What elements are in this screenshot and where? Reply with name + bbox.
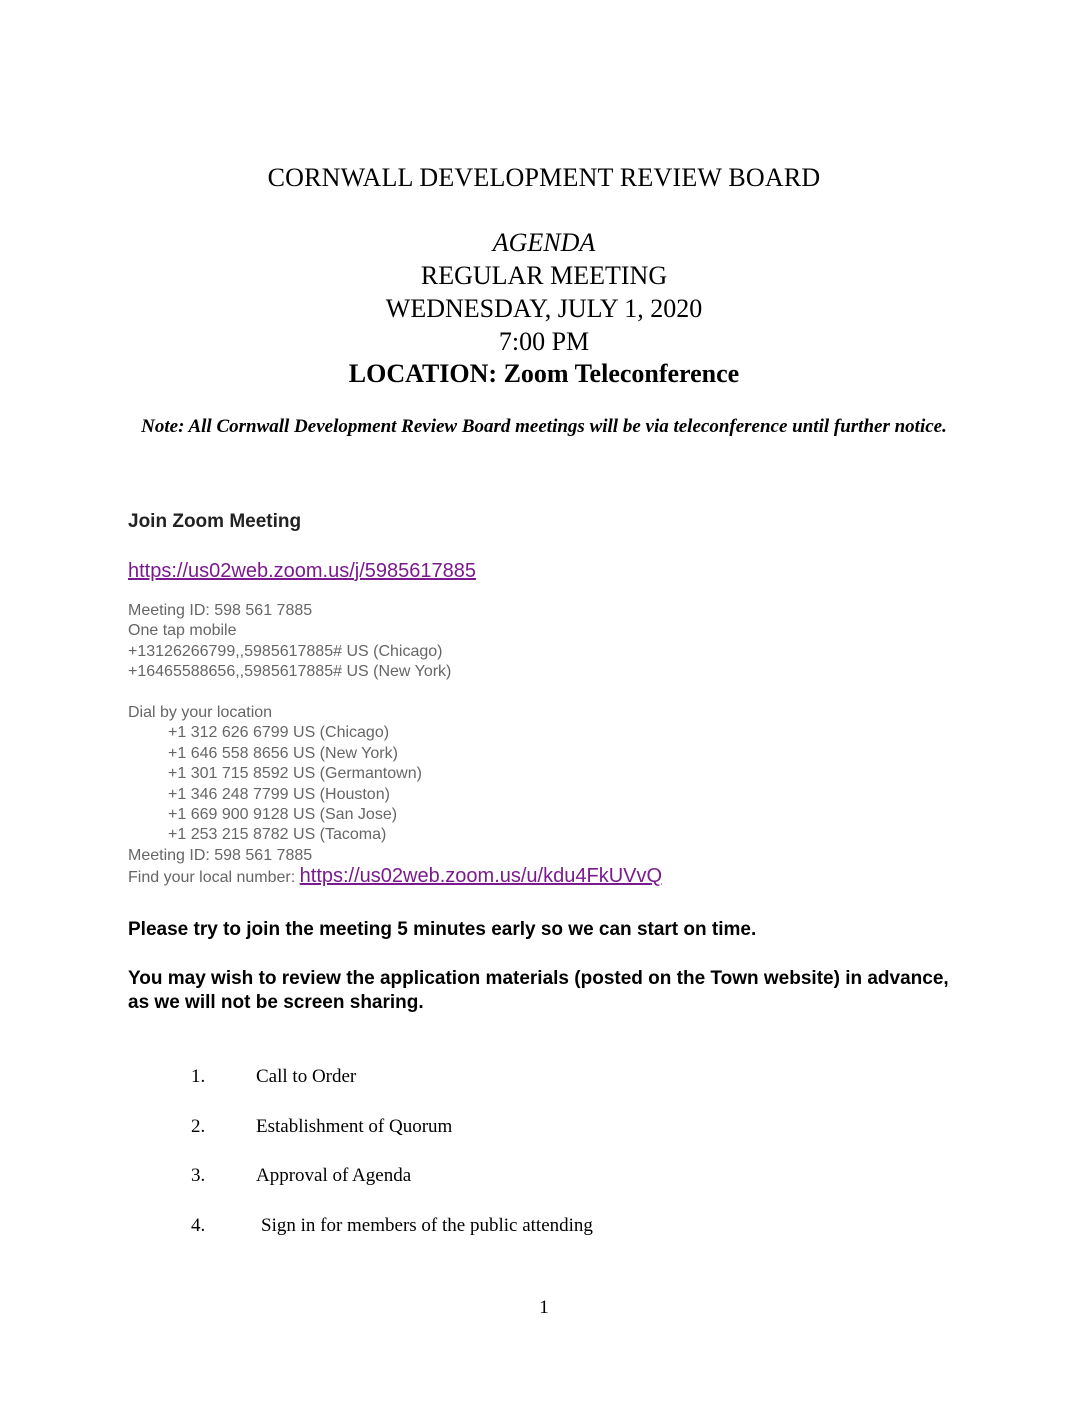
review-materials-notice: You may wish to review the application materials (posted on the Town website) in advance, as we will not be screen sharing. bbox=[128, 968, 949, 1013]
dial-number: +1 312 626 6799 US (Chicago) bbox=[168, 724, 390, 742]
item-text: Establishment of Quorum bbox=[256, 1116, 453, 1137]
zoom-details-block bbox=[128, 601, 451, 683]
one-tap-number: +13126266799,,5985617885# US (Chicago) bbox=[128, 642, 443, 660]
dial-in-block bbox=[128, 703, 662, 889]
item-text: Approval of Agenda bbox=[256, 1165, 412, 1186]
item-text: Sign in for members of the public attending bbox=[261, 1215, 593, 1236]
zoom-heading: Join Zoom Meeting bbox=[128, 511, 302, 532]
join-early-notice: Please try to join the meeting 5 minutes early so we can start on time. bbox=[128, 919, 757, 940]
dial-number: +1 646 558 8656 US (New York) bbox=[168, 744, 398, 762]
item-text: Call to Order bbox=[256, 1066, 357, 1087]
page-number: 1 bbox=[539, 1297, 549, 1318]
zoom-meeting-link[interactable]: https://us02web.zoom.us/j/5985617885 bbox=[128, 560, 477, 582]
teleconference-note: Note: All Cornwall Development Review Board meetings will be via teleconference until further notice. bbox=[141, 416, 947, 437]
meeting-time: 7:00 PM bbox=[498, 327, 590, 356]
meeting-location: LOCATION: Zoom Teleconference bbox=[348, 359, 740, 388]
local-number-label: Find your local number: bbox=[128, 869, 300, 887]
one-tap-number: +16465588656,,5985617885# US (New York) bbox=[128, 663, 452, 681]
dial-number: +1 253 215 8782 US (Tacoma) bbox=[168, 826, 387, 844]
dial-number: +1 669 900 9128 US (San Jose) bbox=[168, 806, 398, 824]
one-tap-label: One tap mobile bbox=[128, 622, 237, 640]
local-number-row bbox=[128, 866, 662, 888]
item-number: 3. bbox=[191, 1165, 206, 1186]
dial-label: Dial by your location bbox=[128, 704, 273, 721]
item-number: 4. bbox=[191, 1215, 206, 1236]
dial-number: +1 346 248 7799 US (Houston) bbox=[168, 785, 390, 803]
item-number: 2. bbox=[191, 1116, 206, 1137]
dial-number: +1 301 715 8592 US (Germantown) bbox=[168, 765, 422, 783]
meeting-date: WEDNESDAY, JULY 1, 2020 bbox=[385, 294, 703, 323]
meeting-id: Meeting ID: 598 561 7885 bbox=[128, 602, 313, 619]
board-title: CORNWALL DEVELOPMENT REVIEW BOARD bbox=[267, 163, 821, 192]
meeting-type: REGULAR MEETING bbox=[420, 261, 668, 290]
meeting-id-repeat: Meeting ID: 598 561 7885 bbox=[128, 846, 313, 864]
item-number: 1. bbox=[191, 1066, 206, 1087]
agenda-label: AGENDA bbox=[492, 228, 596, 257]
local-number-link[interactable]: https://us02web.zoom.us/u/kdu4FkUVvQ bbox=[299, 865, 663, 888]
